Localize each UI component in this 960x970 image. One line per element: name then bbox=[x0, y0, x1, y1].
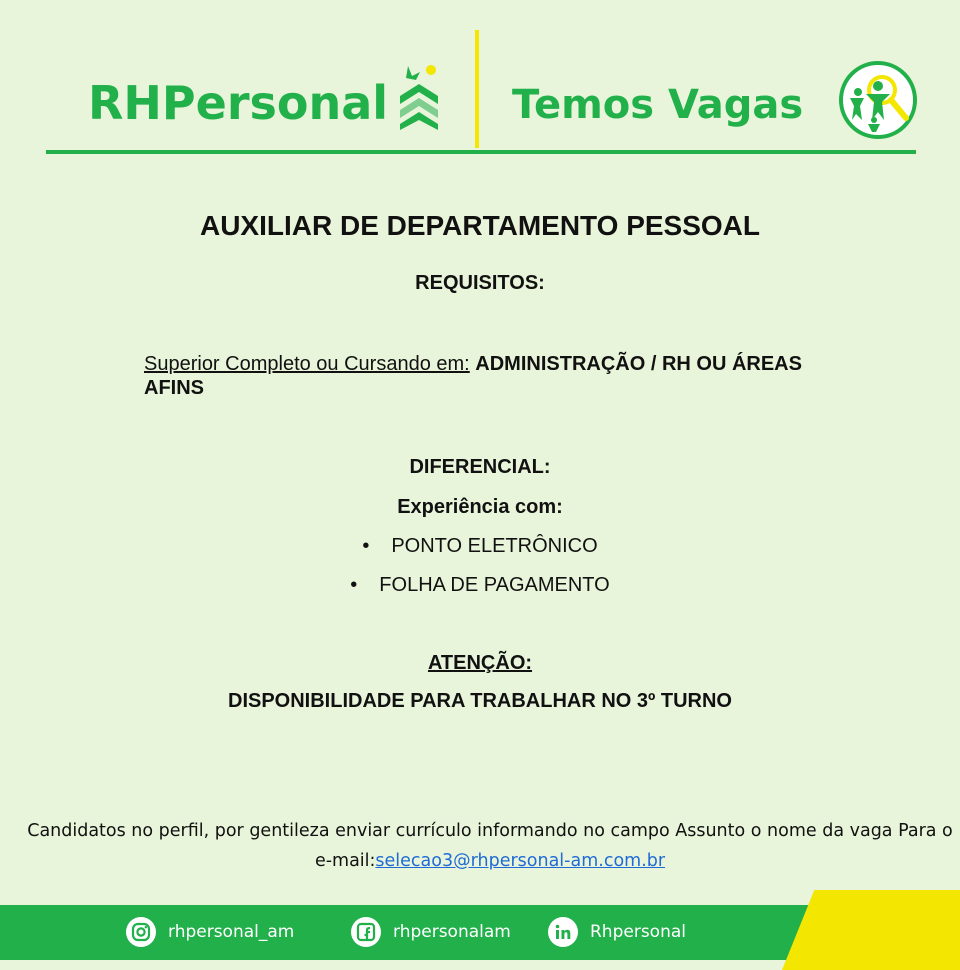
job-title: AUXILIAR DE DEPARTAMENTO PESSOAL bbox=[199, 210, 761, 241]
list-item bbox=[0, 574, 960, 597]
differential-heading: DIFERENCIAL: bbox=[409, 456, 551, 478]
facebook-icon bbox=[351, 917, 381, 947]
education-value: ADMINISTRAÇÃO / RH OU ÁREAS AFINS bbox=[144, 353, 802, 399]
brand-chevrons-icon bbox=[398, 62, 440, 130]
attention-text: DISPONIBILIDADE PARA TRABALHAR NO 3º TURNO bbox=[228, 690, 732, 712]
attention-heading bbox=[0, 652, 960, 675]
email-link[interactable]: selecao3@rhpersonal-am.com.br bbox=[375, 851, 666, 871]
social-instagram[interactable] bbox=[126, 916, 294, 948]
experience-label: Experiência com: bbox=[397, 496, 563, 518]
brand-name: RHPersonal bbox=[88, 76, 389, 130]
header-divider bbox=[475, 30, 479, 148]
social-linkedin[interactable] bbox=[548, 916, 686, 948]
facebook-handle: rhpersonalam bbox=[393, 922, 511, 942]
requirements-heading: REQUISITOS: bbox=[415, 272, 545, 294]
experience-item: • FOLHA DE PAGAMENTO bbox=[350, 574, 609, 596]
recruitment-logo-icon bbox=[838, 60, 918, 140]
instagram-icon bbox=[126, 917, 156, 947]
education-label: Superior Completo ou Cursando em: bbox=[144, 353, 470, 375]
linkedin-handle: Rhpersonal bbox=[590, 922, 686, 942]
list-item bbox=[0, 535, 960, 558]
header-underline bbox=[46, 150, 916, 154]
linkedin-icon bbox=[548, 917, 578, 947]
social-facebook[interactable] bbox=[351, 916, 511, 948]
education-requirement bbox=[144, 352, 864, 400]
experience-item: • PONTO ELETRÔNICO bbox=[362, 535, 597, 557]
instructions-text: Candidatos no perfil, por gentileza enviar currículo informando no campo Assunto o nome da vaga Para o e-mail: bbox=[27, 821, 953, 871]
footer-accent bbox=[782, 890, 960, 970]
instagram-handle: rhpersonal_am bbox=[168, 922, 295, 942]
slogan: Temos Vagas bbox=[512, 82, 804, 128]
application-instructions bbox=[20, 816, 960, 876]
attention-heading-text: ATENÇÃO: bbox=[427, 652, 533, 674]
